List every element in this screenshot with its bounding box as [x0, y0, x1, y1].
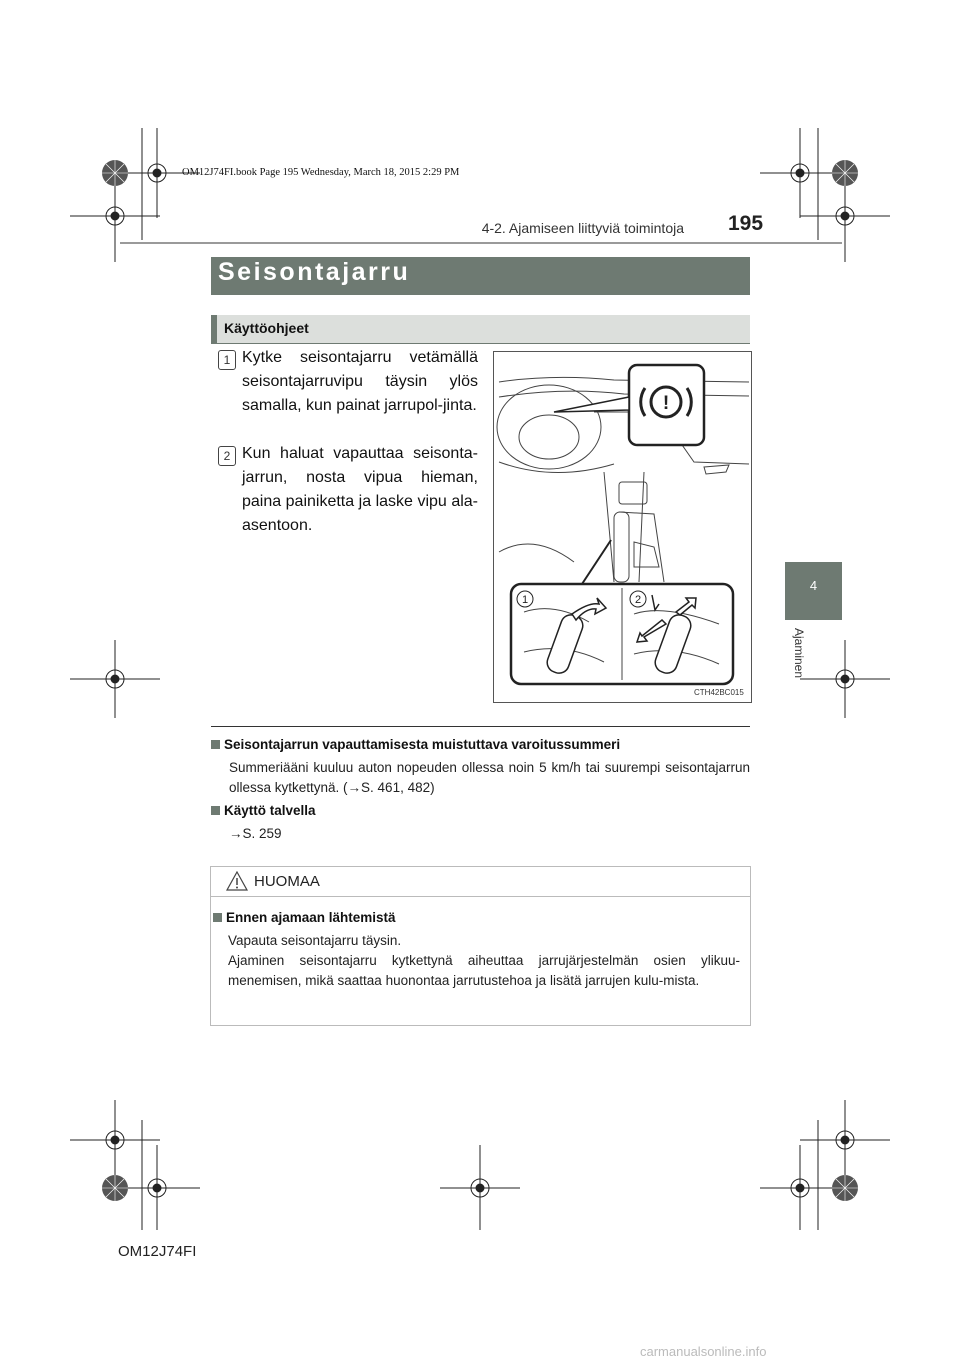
chapter-number: 4 [809, 578, 818, 593]
dashboard-drawing [494, 352, 751, 702]
step-text: Kytke seisontajarru vetämällä seisontajarruvipu täysin ylös samalla, kun painat jarrupol-jinta. [242, 349, 478, 414]
bullet-square-icon [211, 740, 220, 749]
subsection-rule [211, 343, 750, 344]
warning-line: Ajaminen seisontajarru kytkettynä aiheuttaa jarrujärjestelmän osien ylikuu-menemisen, mikä saattaa huonontaa jarrutustehoa ja lisätä jarrujen kulu-mista. [228, 953, 740, 988]
warning-body [228, 931, 740, 991]
subsection-accent [211, 315, 217, 343]
bullet-square-icon [213, 913, 222, 922]
note-heading: Käyttö talvella [211, 803, 316, 818]
bullet-square-icon [211, 806, 220, 815]
parking-brake-illustration [493, 351, 752, 703]
callout-number: 1 [521, 594, 529, 606]
step-number: 1 [218, 350, 236, 370]
page-number: 195 [728, 212, 764, 235]
chapter-label: Ajaminen [792, 628, 806, 679]
book-header: OM12J74FI.book Page 195 Wednesday, March 18, 2015 2:29 PM [182, 167, 460, 178]
watermark: carmanualsonline.info [640, 1344, 767, 1359]
subsection-title: Käyttöohjeet [224, 320, 309, 336]
warning-label: HUOMAA [254, 873, 320, 890]
step-text: Kun haluat vapauttaa seisonta-jarrun, nosta vipua hieman, paina painiketta ja laske vipu ala-asentoon. [242, 445, 478, 534]
warning-triangle-icon [226, 871, 248, 891]
section-title: 4-2. Ajamiseen liittyviä toimintoja [481, 220, 684, 236]
svg-text:!: ! [662, 393, 670, 414]
header-rule [120, 242, 842, 244]
note-heading: Seisontajarrun vapauttamisesta muistuttava varoitussummeri [211, 737, 620, 752]
note-body: →S. 259 [229, 826, 282, 841]
illustration-code: CTH42BC015 [694, 688, 744, 697]
callout-number: 2 [634, 594, 642, 606]
warning-header-rule [210, 896, 751, 897]
notes-rule [211, 726, 750, 727]
step-number: 2 [218, 446, 236, 466]
warning-line: Vapauta seisontajarru täysin. [228, 933, 402, 948]
note-body: Summeriääni kuuluu auton nopeuden ollessa noin 5 km/h tai suurempi seisontajarrun ollessa kytkettynä. (→S. 461, 482) [229, 760, 750, 795]
page-title: Seisontajarru [218, 258, 411, 286]
footer-code: OM12J74FI [118, 1243, 197, 1260]
warning-heading: Ennen ajamaan lähtemistä [213, 910, 396, 925]
